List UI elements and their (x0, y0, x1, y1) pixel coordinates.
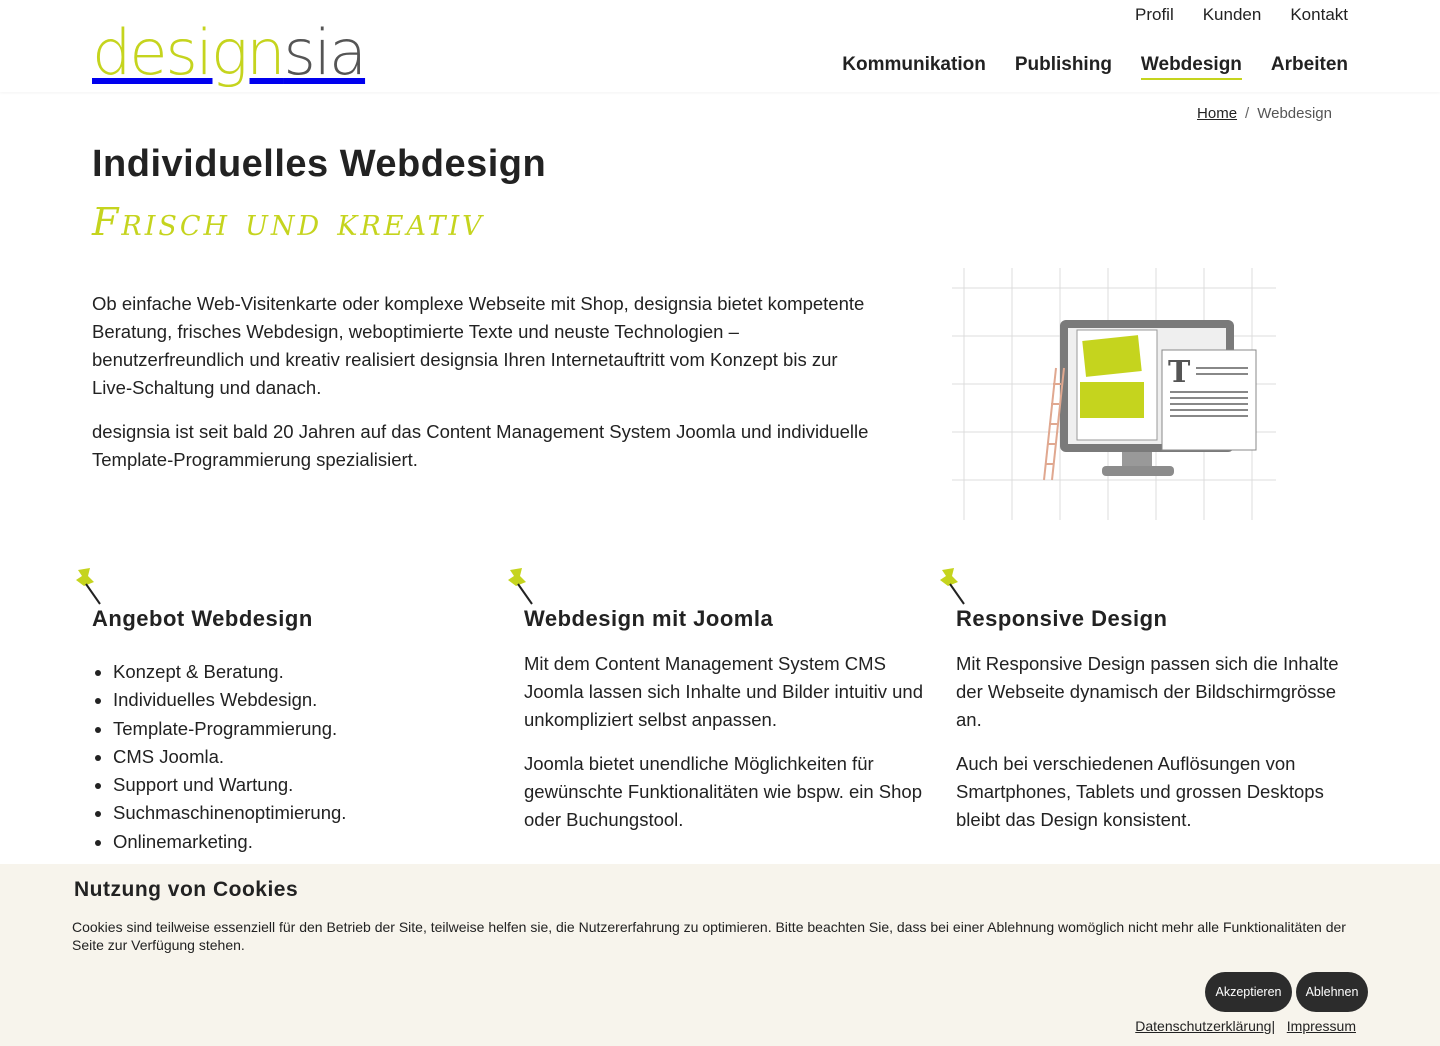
list-item: • Konzept & Beratung. (113, 658, 492, 686)
column-responsive-design (956, 566, 1356, 834)
offer-list (92, 658, 492, 856)
decline-cookies-button[interactable]: Ablehnen (1296, 972, 1368, 1012)
list-item: • Template-Programmierung. (113, 715, 492, 743)
column-paragraph: Mit Responsive Design passen sich die Inhalte der Webseite dynamisch der Bildschirmgrösse an. (956, 653, 1339, 730)
column-title: Webdesign mit Joomla (524, 606, 774, 631)
main-nav-kommunikation[interactable]: Kommunikation (842, 54, 986, 75)
column-angebot-webdesign (92, 566, 492, 856)
pushpin-icon (936, 566, 968, 606)
column-title: Angebot Webdesign (92, 606, 313, 631)
list-item: • CMS Joomla. (113, 743, 492, 771)
main-nav-arbeiten[interactable]: Arbeiten (1270, 54, 1348, 75)
intro-paragraph: designsia ist seit bald 20 Jahren auf das Content Management System Joomla und individuelle Template-Programmierung spezialisiert. (92, 421, 869, 470)
pushpin-icon (504, 566, 536, 606)
site-header (0, 0, 1440, 92)
cookie-title: Nutzung von Cookies (74, 878, 299, 901)
cookie-links (1135, 1018, 1356, 1034)
cookie-text: Cookies sind teilweise essenziell für den Betrieb der Site, teilweise helfen sie, die Nutzererfahrung zu optimieren. Bitte beachten Sie, dass bei einer Ablehnung womöglich nicht mehr alle Funktionalitäten der Seite zur Verfügung stehen. (72, 919, 1346, 953)
list-item: • Support und Wartung. (113, 771, 492, 799)
intro-paragraph: Ob einfache Web-Visitenkarte oder komplexe Webseite mit Shop, designsia bietet kompetente Beratung, frisches Webdesign, weboptimierte Texte und neuste Technologien – benutzerfreundlich und kreativ realisiert designsia Ihren Internetauftritt vom Konzept bis zur Live-Schaltung und danach. (92, 293, 865, 398)
breadcrumb-home[interactable]: Home (1197, 105, 1238, 122)
main-nav (842, 54, 1348, 80)
column-paragraph: Auch bei verschiedenen Auflösungen von Smartphones, Tablets und grossen Desktops bleibt das Design konsistent. (956, 753, 1324, 830)
top-nav-kontakt[interactable]: Kontakt (1290, 5, 1348, 24)
list-item: • Onlinemarketing. (113, 828, 492, 856)
page-tagline: Frisch und kreativ (92, 200, 485, 244)
page-title: Individuelles Webdesign (92, 143, 547, 185)
top-nav (1135, 5, 1348, 25)
column-title: Responsive Design (956, 606, 1168, 631)
monitor-graphic (1060, 320, 1256, 476)
column-paragraph: Mit dem Content Management System CMS Joomla lassen sich Inhalte und Bilder intuitiv und unkompliziert selbst anpassen. (524, 653, 924, 730)
intro-text (92, 290, 882, 490)
main-nav-webdesign[interactable]: Webdesign (1141, 54, 1242, 80)
pushpin-icon (72, 566, 104, 606)
privacy-policy-link[interactable]: Datenschutzerklärung (1135, 1018, 1272, 1034)
cookie-banner (0, 864, 1440, 1046)
webdesign-illustration (952, 268, 1276, 520)
accept-cookies-button[interactable]: Akzeptieren (1205, 972, 1292, 1012)
list-item: • Individuelles Webdesign. (113, 686, 492, 714)
logo-part-design: design (92, 16, 284, 89)
top-nav-profil[interactable]: Profil (1134, 5, 1174, 24)
imprint-link[interactable]: Impressum (1286, 1018, 1356, 1034)
logo-part-sia: sia (283, 16, 366, 89)
column-paragraph: Joomla bietet unendliche Möglichkeiten für gewünschte Funktionalitäten wie bspw. ein Shop oder Buchungstool. (524, 753, 923, 830)
list-item: • Suchmaschinenoptimierung. (113, 799, 492, 827)
breadcrumb-current: Webdesign (1257, 105, 1332, 122)
column-webdesign-joomla (524, 566, 924, 834)
main-nav-publishing[interactable]: Publishing (1014, 54, 1112, 75)
breadcrumb-separator: / (1245, 105, 1250, 122)
top-nav-kunden[interactable]: Kunden (1202, 5, 1262, 24)
breadcrumb (1197, 105, 1332, 122)
cookie-buttons (1205, 972, 1368, 1012)
logo[interactable] (92, 16, 366, 89)
link-separator: | (1271, 1018, 1276, 1034)
svg-text:T: T (1168, 355, 1191, 390)
